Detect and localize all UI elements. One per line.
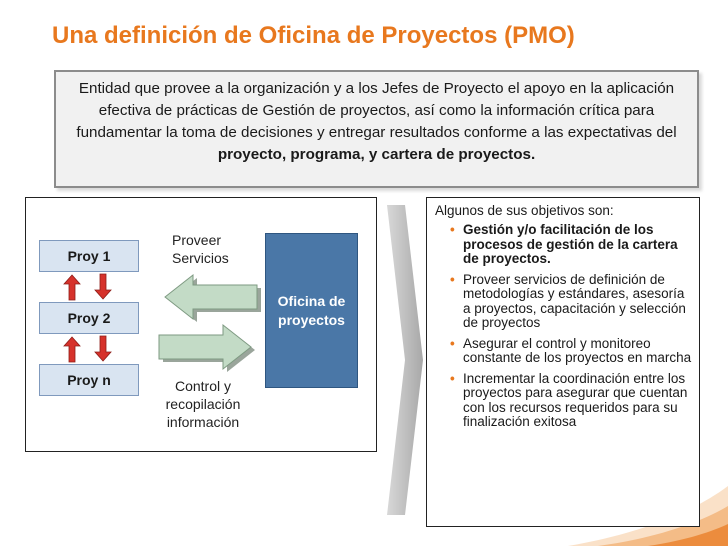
objective-item: • Proveer servicios de definición de metodologías y estándares, asesoría a proyectos, capacitación y selección de proyectos — [450, 271, 686, 330]
slide-title: Una definición de Oficina de Proyectos (PMO) — [52, 22, 575, 49]
objectives-intro: Algunos de sus objetivos son: — [435, 203, 614, 218]
project-arrows-2-n — [60, 334, 120, 364]
project-box-2: Proy 2 — [39, 302, 139, 334]
objectives-panel — [426, 197, 700, 527]
down-arrow-icon — [95, 336, 111, 361]
objective-item: • Incrementar la coordinación entre los proyectos para asegurar que cuentan con los recursos requeridos para su finalización exitosa — [450, 370, 688, 429]
definition-emphasis: proyecto, programa, y cartera de proyectos. — [217, 146, 536, 163]
bullet-icon: • — [450, 222, 455, 237]
pmo-label: Oficina de proyectos — [277, 292, 346, 328]
project-arrows-1-2 — [60, 272, 120, 302]
definition-text: Entidad que provee a la organización y a los Jefes de Proyecto el apoyo en la aplicación efectiva de prácticas de Gestión de proyectos, así como la información crítica para fundamentar la toma de decisiones y entregar resultados conforme a las expectativas del — [76, 80, 677, 141]
up-arrow-icon — [64, 337, 80, 362]
pmo-box — [265, 233, 358, 388]
right-arrow-icon — [157, 322, 257, 374]
definition-box — [54, 70, 699, 188]
project-box-n: Proy n — [39, 364, 139, 396]
objective-item: • Asegurar el control y monitoreo constante de los proyectos en marcha — [450, 335, 692, 365]
bullet-icon: • — [450, 271, 455, 287]
down-arrow-icon — [95, 274, 111, 299]
chevron-right-icon — [385, 205, 425, 515]
bullet-icon: • — [450, 335, 455, 351]
objective-item: • Gestión y/o facilitación de los procesos de gestión de la cartera de proyectos. — [450, 222, 678, 266]
top-label: Proveer Servicios — [172, 232, 229, 266]
bottom-label: Control y recopilación información — [165, 378, 241, 430]
up-arrow-icon — [64, 275, 80, 300]
project-box-1: Proy 1 — [39, 240, 139, 272]
bullet-icon: • — [450, 370, 455, 386]
objectives-list — [433, 223, 693, 430]
left-arrow-icon — [163, 272, 263, 324]
